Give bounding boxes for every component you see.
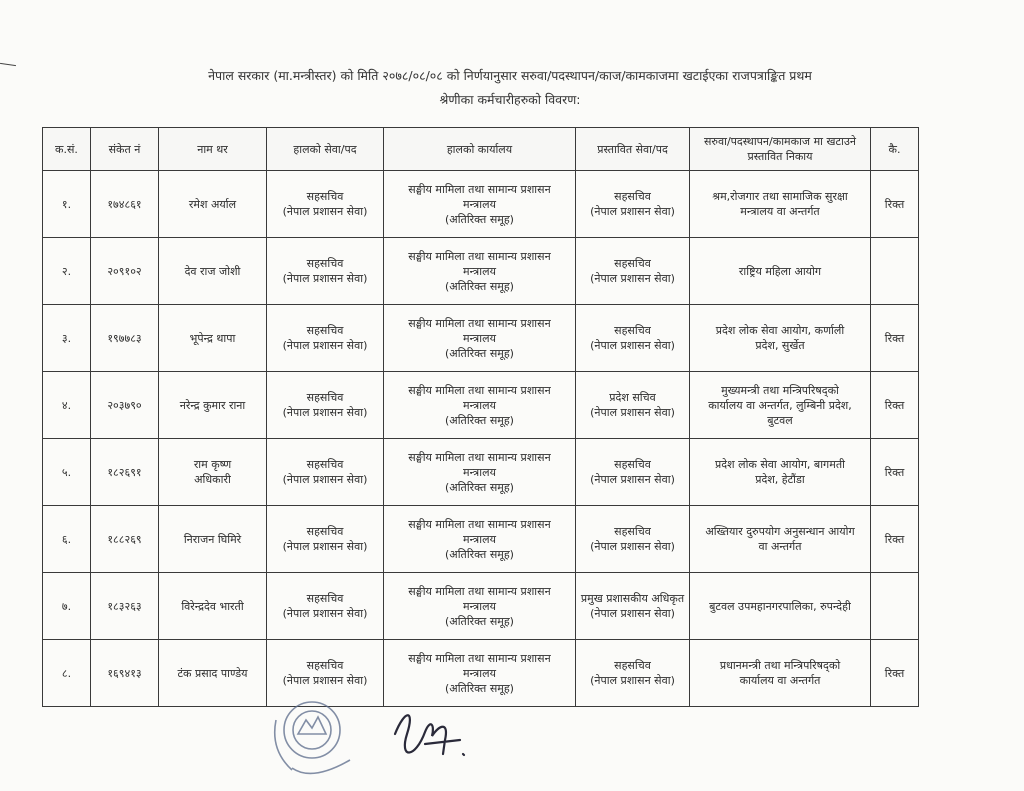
header-serial [43,128,91,171]
table-row [43,372,919,439]
cell-code: १८३२६३ [91,573,159,640]
cell-proposed-post [576,640,690,707]
cell-transfer-agency [690,573,871,640]
cell-serial: ३. [43,305,91,372]
cell-name-line-1: विरेन्द्रदेव भारती [181,599,244,613]
cell-name-line-1: राम कृष्ण [193,458,232,471]
cell-serial: ६. [43,506,91,573]
cell-proposed-post-line-2: (नेपाल प्रशासन सेवा) [590,406,675,419]
cell-current-office-line-3: (अतिरिक्त समूह) [445,413,514,427]
document-heading [70,64,950,112]
cell-name [159,171,267,238]
cell-transfer-agency-line-2: कार्यालय वा अन्तर्गत, लुम्बिनी प्रदेश, [708,398,852,412]
cell-current-office-line-3: (अतिरिक्त समूह) [445,279,514,293]
cell-proposed-post-line-2: (नेपाल प्रशासन सेवा) [590,205,675,218]
cell-current-office-line-1: सङ्घीय मामिला तथा सामान्य प्रशासन [408,651,551,665]
cell-code: १७४८६१ [91,171,159,238]
cell-proposed-post-line-2: (नेपाल प्रशासन सेवा) [590,272,675,285]
cell-serial: २. [43,238,91,305]
cell-transfer-agency [690,439,871,506]
authorization-area [250,690,510,790]
cell-remarks: रिक्त [871,439,919,506]
cell-current-office-line-1: सङ्घीय मामिला तथा सामान्य प्रशासन [408,584,551,598]
cell-transfer-agency [690,238,871,305]
cell-current-post-line-1: सहसचिव [306,190,344,203]
cell-current-office-line-3: (अतिरिक्त समूह) [445,212,514,226]
cell-proposed-post [576,171,690,238]
cell-transfer-agency-line-2: कार्यालय वा अन्तर्गत [739,674,821,687]
cell-proposed-post-line-1: सहसचिव [614,458,651,471]
cell-current-office-line-1: सङ्घीय मामिला तथा सामान्य प्रशासन [408,182,551,196]
cell-transfer-agency [690,171,871,238]
cell-current-post-line-2: (नेपाल प्रशासन सेवा) [282,473,368,486]
cell-current-office-line-1: सङ्घीय मामिला तथा सामान्य प्रशासन [408,517,551,531]
cell-remarks: रिक्त [871,305,919,372]
cell-proposed-post [576,439,690,506]
cell-proposed-post [576,506,690,573]
cell-name-line-1: टंक प्रसाद पाण्डेय [177,666,248,680]
margin-mark [0,63,16,66]
cell-current-post-line-2: (नेपाल प्रशासन सेवा) [282,406,368,419]
cell-current-office [384,506,576,573]
cell-proposed-post-line-2: (नेपाल प्रशासन सेवा) [590,339,675,352]
cell-current-post [267,573,384,640]
cell-transfer-agency-line-1: श्रम,रोजगार तथा सामाजिक सुरक्षा [712,190,848,203]
cell-transfer-agency [690,305,871,372]
cell-current-office [384,439,576,506]
cell-transfer-agency [690,640,871,707]
cell-current-office-line-2: मन्त्रालय [463,465,496,479]
cell-current-post-line-1: सहसचिव [306,659,344,672]
cell-transfer-agency-line-1: बुटवल उपमहानगरपालिका, रुपन्देही [709,599,851,613]
header-row [43,128,919,171]
cell-current-office-line-2: मन्त्रालय [463,197,496,211]
staff-table [42,127,919,707]
cell-current-office-line-1: सङ्घीय मामिला तथा सामान्य प्रशासन [408,249,551,263]
handwritten-signature [385,704,475,764]
cell-name [159,305,267,372]
cell-current-post-line-1: सहसचिव [306,458,344,471]
header-code: संकेत नं [91,128,159,171]
cell-name-line-2: अधिकारी [194,473,231,486]
cell-current-post-line-1: सहसचिव [306,324,344,337]
cell-code: २०३७९० [91,372,159,439]
table-row [43,171,919,238]
cell-proposed-post-line-1: प्रमुख प्रशासकीय अधिकृत [580,592,685,605]
cell-proposed-post-line-2: (नेपाल प्रशासन सेवा) [590,607,675,620]
cell-transfer-agency-line-1: मुख्यमन्त्री तथा मन्त्रिपरिषद्को [721,383,839,397]
official-stamp [262,690,372,790]
header-transfer-agency [690,128,871,171]
header-serial-line-2: सं. [67,142,78,156]
cell-proposed-post-line-1: सहसचिव [614,324,651,337]
cell-current-post [267,305,384,372]
cell-current-office [384,305,576,372]
cell-remarks: रिक्त [871,506,919,573]
cell-current-post-line-1: सहसचिव [306,257,344,270]
cell-transfer-agency-line-2: मन्त्रालय वा अन्तर्गत [740,205,820,218]
cell-current-post [267,238,384,305]
cell-code: १८२६९१ [91,439,159,506]
cell-proposed-post-line-2: (नेपाल प्रशासन सेवा) [590,674,675,687]
cell-proposed-post-line-1: सहसचिव [614,190,651,203]
cell-current-office [384,238,576,305]
table-row [43,305,919,372]
cell-transfer-agency-line-2: प्रदेश, सुर्खेत [755,339,805,352]
cell-name-line-1: निराजन घिमिरे [183,532,242,546]
cell-transfer-agency-line-1: अख्तियार दुरुपयोग अनुसन्धान आयोग [705,525,855,538]
cell-current-office-line-1: सङ्घीय मामिला तथा सामान्य प्रशासन [408,383,551,397]
heading-line-2: श्रेणीका कर्मचारीहरुको विवरण: [439,92,581,107]
cell-current-post [267,506,384,573]
cell-transfer-agency-line-2: वा अन्तर्गत [758,540,802,553]
header-current-post: हालको सेवा/पद [267,128,384,171]
heading-line-1: नेपाल सरकार (मा.मन्त्रीस्तर) को मिति २०७८/०८/०८ को निर्णयानुसार सरुवा/पदस्थापन/काज/कामकाजमा खटाईएका राजपत्राङ्कित प्रथम [208,68,812,83]
header-proposed-post: प्रस्तावित सेवा/पद [576,128,690,171]
cell-proposed-post [576,305,690,372]
cell-name [159,439,267,506]
header-transfer-line-1: सरुवा/पदस्थापन/ [703,135,773,148]
cell-transfer-agency-line-1: प्रदेश लोक सेवा आयोग, बागमती [715,458,845,471]
cell-serial: १. [43,171,91,238]
cell-current-post [267,439,384,506]
cell-current-post-line-2: (नेपाल प्रशासन सेवा) [282,339,368,352]
cell-serial: ५. [43,439,91,506]
cell-current-office-line-2: मन्त्रालय [463,398,496,412]
cell-name-line-1: भूपेन्द्र थापा [189,331,236,345]
cell-current-post [267,372,384,439]
cell-current-office-line-2: मन्त्रालय [463,599,496,613]
cell-name-line-1: देव राज जोशी [184,264,241,278]
cell-current-post [267,171,384,238]
cell-proposed-post [576,238,690,305]
cell-current-office-line-2: मन्त्रालय [463,532,496,546]
cell-remarks: रिक्त [871,372,919,439]
cell-current-office-line-2: मन्त्रालय [463,331,496,345]
cell-current-office-line-3: (अतिरिक्त समूह) [445,614,514,628]
header-current-office: हालको कार्यालय [384,128,576,171]
cell-name-line-1: नरेन्द्र कुमार राना [179,398,246,412]
cell-current-office-line-2: मन्त्रालय [463,666,496,680]
cell-serial: ४. [43,372,91,439]
cell-remarks [871,238,919,305]
cell-code: १८८२६९ [91,506,159,573]
cell-current-post-line-2: (नेपाल प्रशासन सेवा) [282,540,368,553]
cell-current-post-line-2: (नेपाल प्रशासन सेवा) [282,607,368,620]
cell-proposed-post-line-2: (नेपाल प्रशासन सेवा) [590,473,675,486]
cell-current-office-line-1: सङ्घीय मामिला तथा सामान्य प्रशासन [408,316,551,330]
cell-transfer-agency-line-1: प्रदेश लोक सेवा आयोग, कर्णाली [715,324,845,337]
cell-proposed-post-line-1: प्रदेश सचिव [609,391,656,404]
header-remarks: कै. [871,128,919,171]
cell-current-office [384,372,576,439]
cell-current-office [384,171,576,238]
cell-proposed-post [576,372,690,439]
cell-current-post-line-1: सहसचिव [306,525,344,538]
cell-transfer-agency [690,506,871,573]
cell-current-post-line-2: (नेपाल प्रशासन सेवा) [282,272,368,285]
cell-current-office-line-3: (अतिरिक्त समूह) [445,346,514,360]
cell-remarks [871,573,919,640]
cell-proposed-post-line-2: (नेपाल प्रशासन सेवा) [590,540,675,553]
table-row [43,238,919,305]
cell-current-post-line-2: (नेपाल प्रशासन सेवा) [282,674,368,687]
cell-transfer-agency-line-1: प्रधानमन्त्री तथा मन्त्रिपरिषद्को [719,659,841,672]
table-row [43,439,919,506]
cell-current-office-line-1: सङ्घीय मामिला तथा सामान्य प्रशासन [408,450,551,464]
cell-name [159,372,267,439]
cell-remarks: रिक्त [871,171,919,238]
cell-current-post-line-1: सहसचिव [306,391,344,404]
cell-remarks: रिक्त [871,640,919,707]
cell-code: १६९४१३ [91,640,159,707]
cell-serial: ७. [43,573,91,640]
cell-serial: ८. [43,640,91,707]
cell-name [159,506,267,573]
cell-current-post-line-1: सहसचिव [306,592,344,605]
cell-current-office-line-3: (अतिरिक्त समूह) [445,547,514,561]
table-row [43,506,919,573]
cell-transfer-agency-line-2: प्रदेश, हेटौंडा [755,473,805,486]
cell-proposed-post-line-1: सहसचिव [614,525,651,538]
cell-current-office [384,573,576,640]
cell-name [159,573,267,640]
cell-proposed-post [576,573,690,640]
cell-transfer-agency-line-1: राष्ट्रिय महिला आयोग [738,264,822,278]
header-transfer-line-2: कामकाज मा खटाउने प्रस्तावित निकाय [747,135,857,163]
cell-current-office-line-3: (अतिरिक्त समूह) [445,681,514,695]
cell-current-post-line-2: (नेपाल प्रशासन सेवा) [282,205,368,218]
cell-name [159,238,267,305]
header-serial-line-1: क. [55,142,67,156]
table-row [43,573,919,640]
cell-transfer-agency [690,372,871,439]
cell-current-office-line-3: (अतिरिक्त समूह) [445,480,514,494]
cell-current-office-line-2: मन्त्रालय [463,264,496,278]
cell-code: १९७७८३ [91,305,159,372]
cell-proposed-post-line-1: सहसचिव [614,257,651,270]
cell-code: २०९१०२ [91,238,159,305]
cell-proposed-post-line-1: सहसचिव [614,659,651,672]
header-name: नाम थर [159,128,267,171]
cell-name-line-1: रमेश अर्याल [188,197,237,211]
cell-transfer-agency-line-3: बुटवल [767,413,793,427]
